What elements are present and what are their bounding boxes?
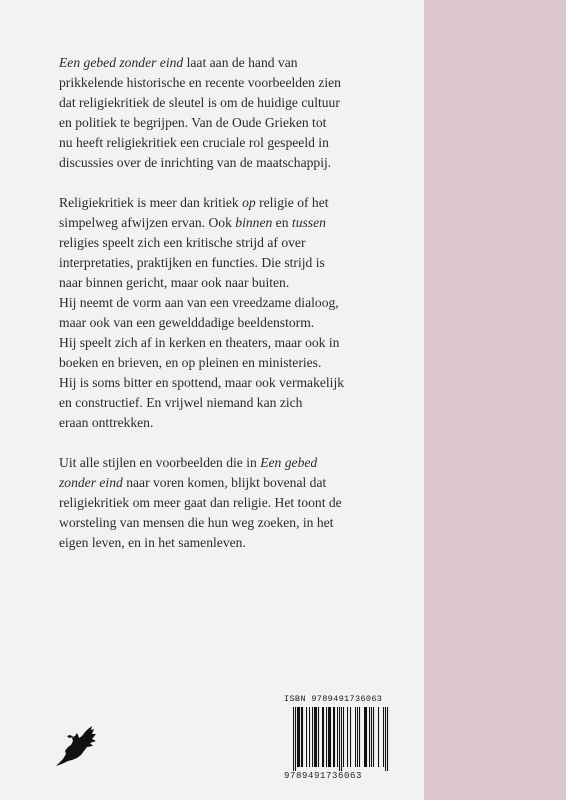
blurb-line [59, 533, 419, 553]
text-segment: Hij is soms bitter en spottend, maar ook vermakelijk [59, 375, 345, 390]
isbn-caption [284, 694, 392, 705]
blurb-line [59, 93, 419, 113]
barcode-bar [297, 707, 298, 767]
isbn-label: ISBN [284, 694, 306, 704]
blurb-line [59, 213, 419, 233]
blurb-line [59, 393, 419, 413]
blurb-line [59, 413, 419, 433]
blurb-paragraph [59, 193, 419, 433]
barcode-bar [359, 707, 360, 767]
blurb-line [59, 313, 419, 333]
barcode-bar [326, 707, 327, 767]
blurb-line [59, 293, 419, 313]
barcode-bar [330, 707, 331, 767]
barcode-bar [334, 707, 335, 767]
barcode-bar [350, 707, 351, 767]
barcode-bar [371, 707, 372, 767]
blurb-line [59, 113, 419, 133]
blurb-line [59, 153, 419, 173]
text-segment: en politiek te begrijpen. Van de Oude Grieken tot [59, 115, 327, 130]
barcode-bar [385, 707, 386, 771]
emphasis-text: Een gebed zonder eind [59, 55, 184, 70]
barcode-bar [318, 707, 319, 767]
barcode-bar [299, 707, 300, 767]
blurb-line [59, 273, 419, 293]
barcode-bar [315, 707, 316, 767]
barcode-bar [309, 707, 310, 767]
bird-silhouette-icon [54, 724, 100, 768]
barcode-bars [284, 707, 392, 771]
text-segment: dat religiekritiek de sleutel is om de huidige cultuur [59, 95, 340, 110]
barcode-bar [373, 707, 374, 767]
text-segment: Hij speelt zich af in kerken en theaters, maar ook in [59, 335, 340, 350]
barcode-bar [295, 707, 296, 771]
barcode-bar [329, 707, 330, 767]
blurb-line [59, 333, 419, 353]
text-segment: religiekritiek om meer gaat dan religie. Het toont de [59, 495, 342, 510]
text-segment: maar ook van een gewelddadige beeldenstorm. [59, 315, 315, 330]
barcode-bar [378, 707, 379, 767]
barcode-bar [337, 707, 338, 767]
blurb-line [59, 73, 419, 93]
cover-side-band [424, 0, 566, 800]
barcode-bar [366, 707, 367, 767]
barcode-bar [369, 707, 370, 767]
blurb-line [59, 513, 419, 533]
isbn-barcode [284, 694, 392, 784]
barcode-bar [365, 707, 366, 767]
barcode-bar [341, 707, 342, 771]
emphasis-text: Een gebed [260, 455, 318, 470]
text-segment: nu heeft religiekritiek een cruciale rol gespeeld in [59, 135, 329, 150]
text-segment: en [272, 215, 292, 230]
text-segment: boeken en brieven, en op pleinen en ministeries. [59, 355, 322, 370]
blurb-line [59, 233, 419, 253]
text-segment: Religiekritiek is meer dan kritiek [59, 195, 243, 210]
text-segment: naar binnen gericht, maar ook naar buiten. [59, 275, 290, 290]
text-segment: eraan onttrekken. [59, 415, 154, 430]
barcode-bar [333, 707, 334, 767]
barcode-bar [323, 707, 324, 767]
text-segment: religies speelt zich een kritische strijd af over [59, 235, 306, 250]
barcode-bar [357, 707, 358, 767]
blurb-line [59, 53, 419, 73]
barcode-bar [383, 707, 384, 767]
barcode-bar [322, 707, 323, 767]
blurb-line [59, 453, 419, 473]
blurb-line [59, 493, 419, 513]
barcode-bar [343, 707, 344, 767]
text-segment: Hij neemt de vorm aan van een vreedzame dialoog, [59, 295, 339, 310]
text-segment: eigen leven, en in het samenleven. [59, 535, 246, 550]
emphasis-text: op [242, 195, 256, 210]
text-segment: simpelweg afwijzen ervan. Ook [59, 215, 236, 230]
blurb-text [59, 53, 419, 573]
text-segment: interpretaties, praktijken en functies. Die strijd is [59, 255, 325, 270]
text-segment: naar voren komen, blijkt bovenal dat [122, 475, 327, 490]
emphasis-text: tussen [291, 215, 326, 230]
text-segment: religie of het [255, 195, 329, 210]
blurb-paragraph [59, 453, 419, 553]
barcode-bar [328, 707, 329, 767]
emphasis-text: binnen [235, 215, 273, 230]
barcode-bar [312, 707, 313, 767]
barcode-bar [314, 707, 315, 767]
barcode-bar [301, 707, 302, 767]
text-segment: discussies over de inrichting van de maatschappij. [59, 155, 332, 170]
barcode-bar [339, 707, 340, 771]
barcode-bar [316, 707, 317, 767]
text-segment: Uit alle stijlen en voorbeelden die in [59, 455, 261, 470]
barcode-bar [302, 707, 303, 767]
barcode-bar [347, 707, 348, 767]
isbn-number: 9789491736063 [311, 694, 383, 704]
blurb-line [59, 193, 419, 213]
barcode-bar [306, 707, 307, 767]
text-segment: laat aan de hand van [183, 55, 298, 70]
blurb-line [59, 133, 419, 153]
barcode-bar [364, 707, 365, 767]
barcode-bar [293, 707, 294, 771]
barcode-bar [298, 707, 299, 767]
blurb-line [59, 353, 419, 373]
blurb-line [59, 373, 419, 393]
ean-digits: 9789491736063 [284, 771, 363, 781]
emphasis-text: zonder eind [59, 475, 123, 490]
text-segment: worsteling van mensen die hun weg zoeken, in het [59, 515, 334, 530]
blurb-line [59, 253, 419, 273]
barcode-bar [355, 707, 356, 767]
blurb-paragraph [59, 53, 419, 173]
blurb-line [59, 473, 419, 493]
text-segment: prikkelende historische en recente voorbeelden zien [59, 75, 341, 90]
text-segment: en constructief. En vrijwel niemand kan zich [59, 395, 303, 410]
barcode-bar [387, 707, 388, 771]
